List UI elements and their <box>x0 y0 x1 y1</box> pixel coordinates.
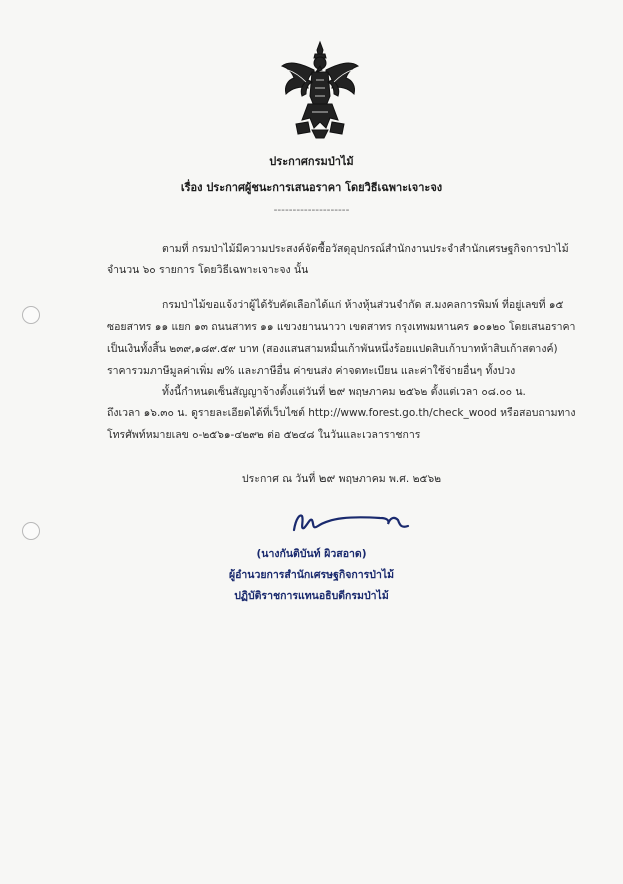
signatory-position: ผู้อำนวยการสำนักเศรษฐกิจการป่าไม้ <box>228 569 395 581</box>
handwritten-contract-day: ๒๙ <box>328 384 346 398</box>
paragraph-3-text-a: ทั้งนี้กำหนดเซ็นสัญญาจ้างตั้งแต่วันที่ <box>162 386 326 398</box>
announcement-month-year: พฤษภาคม พ.ศ. ๒๕๖๒ <box>338 473 442 485</box>
handwritten-announce-day: ๒๙ <box>318 471 336 485</box>
paragraph-3-line-3: โทรศัพท์หมายเลข ๐-๒๕๖๑-๔๒๙๒ ต่อ ๕๒๔๘ ในวันและเวลาราชการ <box>107 429 421 441</box>
paragraph-2-line-4: ราคารวมภาษีมูลค่าเพิ่ม ๗% และภาษีอื่น ค่าขนส่ง ค่าจดทะเบียน และค่าใช้จ่ายอื่นๆ ทั้งปวง <box>107 365 516 377</box>
signatory-acting: ปฏิบัติราชการแทนอธิบดีกรมป่าไม้ <box>234 590 389 602</box>
paragraph-2-line-1: กรมป่าไม้ขอแจ้งว่าผู้ได้รับคัดเลือกได้แก่ ห้างหุ้นส่วนจำกัด ส.มงคลการพิมพ์ ที่อยู่เลขที่ ๑๕ <box>162 299 564 311</box>
paragraph-2-line-3: เป็นเงินทั้งสิ้น ๒๓๙,๑๘๙.๕๙ บาท (สองแสนสามหมื่นเก้าพันหนึ่งร้อยแปดสิบเก้าบาทห้าสิบเก้าสตางค์) <box>107 343 558 355</box>
garuda-emblem <box>278 40 362 140</box>
punch-hole-bottom <box>22 522 40 540</box>
paragraph-1-line-2: จำนวน ๖๐ รายการ โดยวิธีเฉพาะเจาะจง นั้น <box>107 264 309 276</box>
paragraph-2-line-2: ซอยสาทร ๑๑ แยก ๑๓ ถนนสาทร ๑๑ แขวงยานนาวา เขตสาทร กรุงเทพมหานคร ๑๐๑๒๐ โดยเสนอราคา <box>107 321 576 333</box>
document-subject: เรื่อง ประกาศผู้ชนะการเสนอราคา โดยวิธีเฉพาะเจาะจง <box>180 181 443 194</box>
signatory-name: (นางกันติบันท์ ผิวสอาด) <box>256 548 367 560</box>
punch-hole-top <box>22 306 40 324</box>
paragraph-3-text-b: พฤษภาคม ๒๕๖๒ ตั้งแต่เวลา ๐๘.๐๐ น. <box>348 386 526 398</box>
handwritten-signature <box>290 508 410 538</box>
announcement-date <box>242 469 441 488</box>
announcement-prefix: ประกาศ ณ วันที่ <box>242 473 316 485</box>
paragraph-3-line-1 <box>162 382 526 401</box>
paragraph-3-line-2: ถึงเวลา ๑๖.๓๐ น. ดูรายละเอียดได้ที่เว็บไซต์ http://www.forest.go.th/check_wood หรือสอบถามทาง <box>107 407 576 419</box>
document-title: ประกาศกรมป่าไม้ <box>269 155 354 168</box>
title-divider: -------------------- <box>273 204 350 216</box>
paragraph-1-line-1: ตามที่ กรมป่าไม้มีความประสงค์จัดซื้อวัสดุอุปกรณ์สำนักงานประจำสำนักเศรษฐกิจการป่าไม้ <box>162 243 569 255</box>
